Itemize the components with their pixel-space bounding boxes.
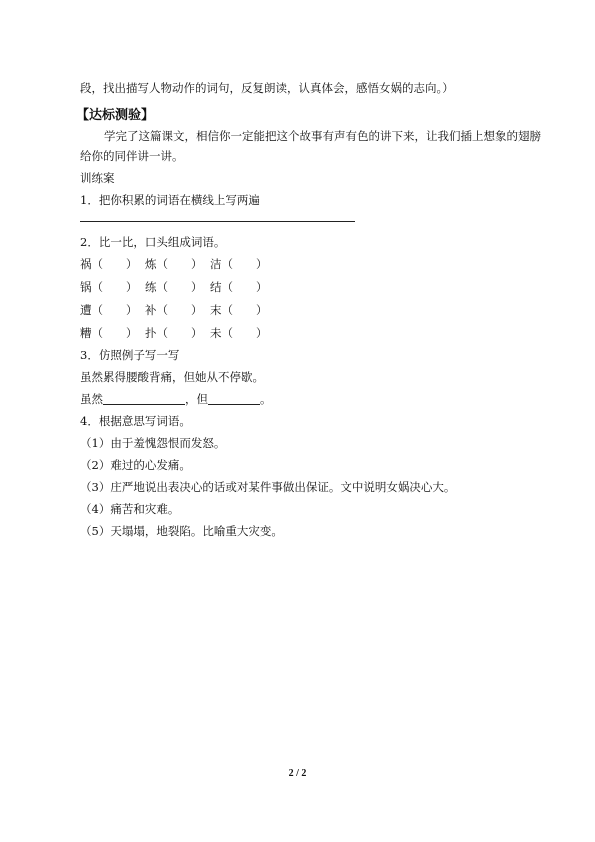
list-item: （5）天塌塌，地裂陷。比喻重大灾变。 <box>80 524 283 538</box>
compare-cell: 未（ ） <box>210 326 268 340</box>
compare-row <box>80 325 275 341</box>
fill-mid: ，但 <box>185 392 208 406</box>
example-sentence: 虽然累得腰酸背痛，但她从不停歇。 <box>80 370 264 384</box>
compare-cell: 洁（ ） <box>210 257 268 271</box>
compare-cell: 结（ ） <box>210 280 268 294</box>
question-4: 4．根据意思写词语。 <box>80 414 191 428</box>
compare-cell: 炼（ ） <box>145 257 203 271</box>
compare-cell: 练（ ） <box>145 280 203 294</box>
compare-cell: 扑（ ） <box>145 326 203 340</box>
question-2: 2．比一比，口头组成词语。 <box>80 235 226 249</box>
list-item: （4）痛苦和灾难。 <box>80 502 180 516</box>
page-number: 2 / 2 <box>288 768 307 779</box>
section-title: 【达标测验】 <box>76 108 155 123</box>
question-1: 1．把你积累的词语在横线上写两遍 <box>80 193 260 207</box>
compare-row <box>80 256 275 272</box>
intro-line: 段，找出描写人物动作的词句，反复朗读，认真体会，感悟女娲的志向。） <box>80 81 454 95</box>
fill-end: 。 <box>260 392 272 406</box>
compare-cell: 锅（ ） <box>80 280 138 294</box>
list-item: （3）庄严地说出表决心的话或对某件事做出保证。文中说明女娲决心大。 <box>80 480 456 494</box>
paragraph-line-1: 学完了这篇课文，相信你一定能把这个故事有声有色的讲下来，让我们插上想象的翅膀 <box>104 129 541 143</box>
training-label: 训练案 <box>80 171 115 185</box>
list-item: （1）由于羞愧怨恨而发怒。 <box>80 436 226 450</box>
fill-sentence <box>80 391 272 407</box>
answer-line <box>80 221 355 222</box>
compare-cell: 末（ ） <box>210 303 268 317</box>
compare-cell: 遭（ ） <box>80 303 138 317</box>
compare-cell: 祸（ ） <box>80 257 138 271</box>
paragraph-line-2: 给你的同伴讲一讲。 <box>80 149 184 163</box>
compare-row <box>80 302 275 318</box>
question-3: 3．仿照例子写一写 <box>80 348 180 362</box>
list-item: （2）难过的心发痛。 <box>80 458 191 472</box>
blank-line[interactable] <box>208 392 260 405</box>
compare-cell: 补（ ） <box>145 303 203 317</box>
blank-line[interactable] <box>103 392 185 405</box>
compare-cell: 糟（ ） <box>80 326 138 340</box>
compare-row <box>80 279 275 295</box>
fill-prefix: 虽然 <box>80 392 103 406</box>
